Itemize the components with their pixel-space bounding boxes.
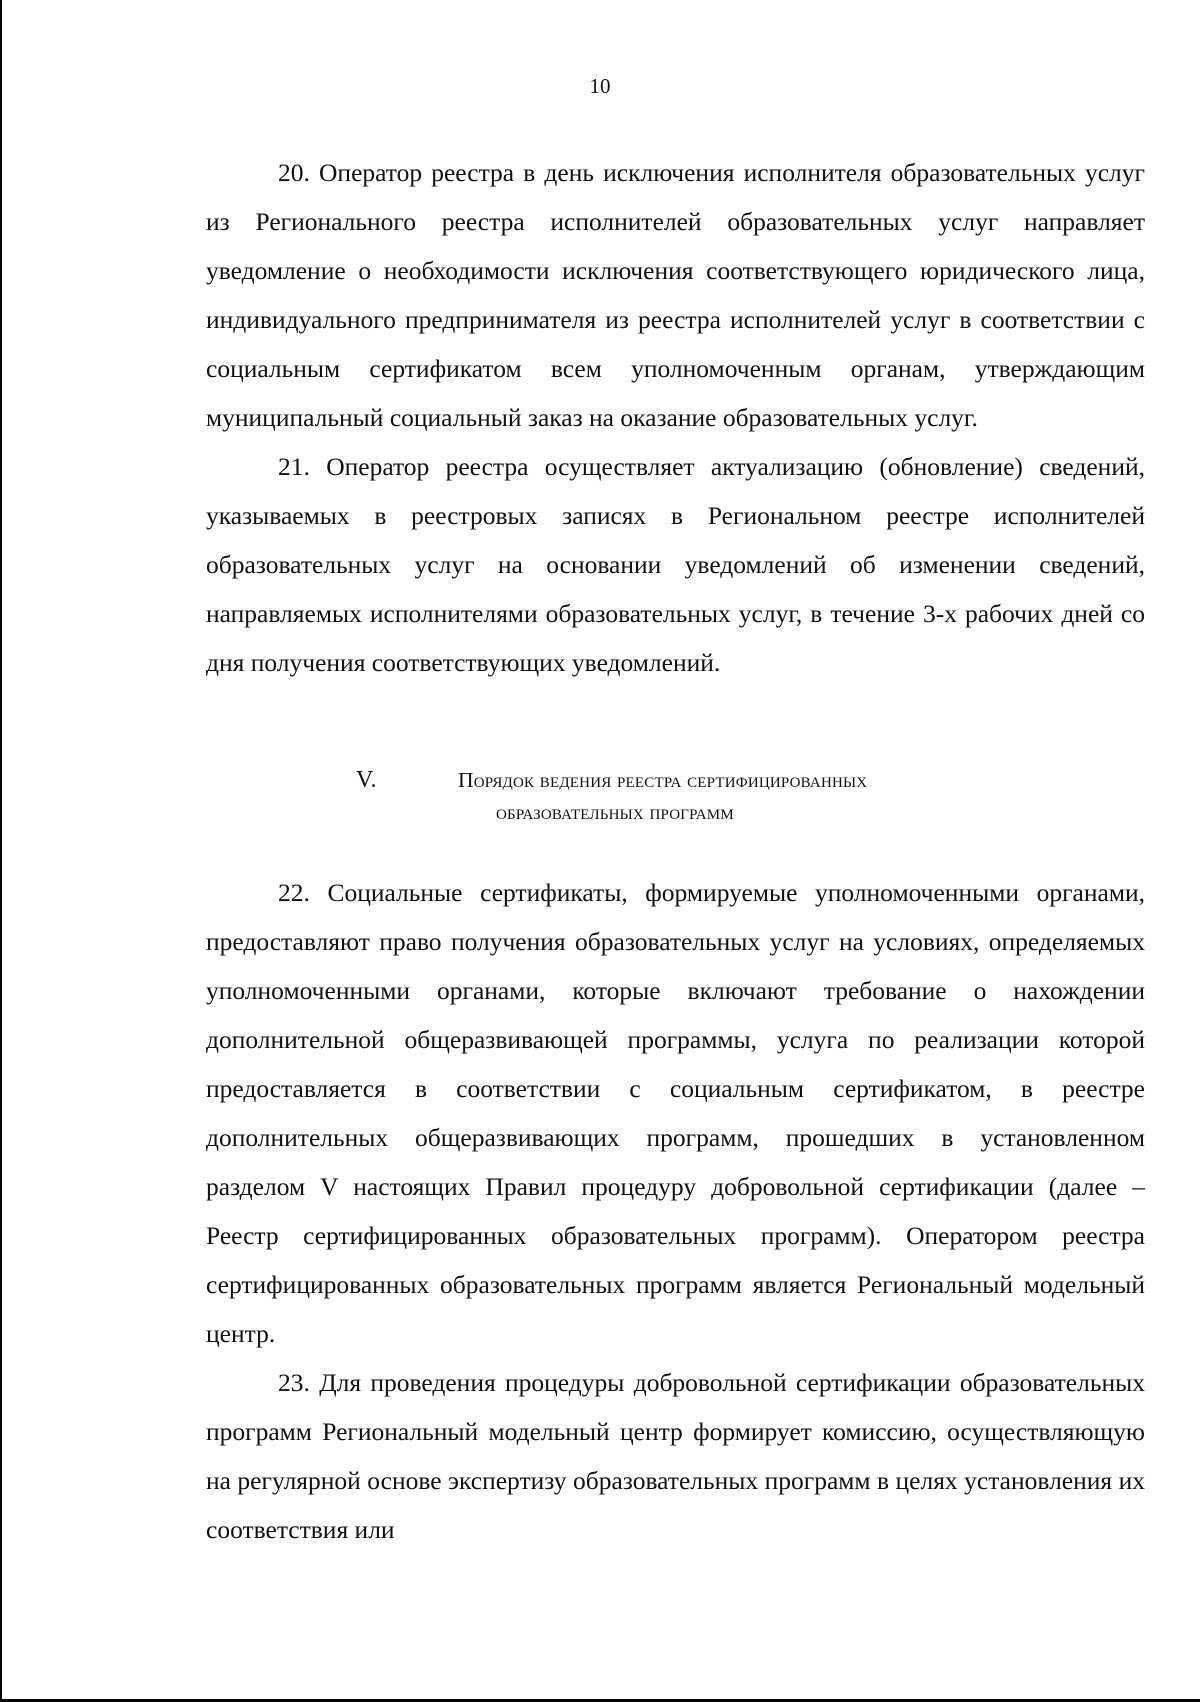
paragraph-block-top xyxy=(206,148,1145,687)
paragraph-22: 22. Социальные сертификаты, формируемые уполномоченными органами, предоставляют право получения образовательных услуг на условиях, определяемых уполномоченными органами, которые включают требование о нахождении дополнительной общеразвивающей программы, услуга по реализации которой предоставляется в соответствии с социальным сертификатом, в реестре дополнительных общеразвивающих программ, прошедших в установленном разделом V настоящих Правил процедуру добровольной сертификации (далее – Реестр сертифицированных образовательных программ). Оператором реестра сертифицированных образовательных программ является Региональный модельный центр. xyxy=(206,878,1145,1348)
section-title-line2: образовательных программ xyxy=(496,800,734,824)
section-title-line1: Порядок ведения реестра сертифицированных xyxy=(458,768,868,792)
paragraph-20: 20. Оператор реестра в день исключения исполнителя образовательных услуг из Регионального реестра исполнителей образовательных услуг направляет уведомление о необходимости исключения соответствующего юридического лица, индивидуального предпринимателя из реестра исполнителей услуг в соответствии с социальным сертификатом всем уполномоченным органам, утверждающим муниципальный социальный заказ на оказание образовательных услуг. xyxy=(206,158,1145,432)
section-heading xyxy=(206,764,1145,824)
paragraph-block-bottom xyxy=(206,868,1145,1554)
paragraph-23: 23. Для проведения процедуры добровольной сертификации образовательных программ Региональный модельный центр формирует комиссию, осуществляющую на регулярной основе экспертизу образовательных программ в целях установления их соответствия или xyxy=(206,1368,1145,1544)
scan-edge-left xyxy=(0,0,2,1702)
page-number: 10 xyxy=(589,74,611,98)
section-heading-row xyxy=(206,764,1145,824)
section-numeral: V. xyxy=(356,767,377,793)
paragraph-21: 21. Оператор реестра осуществляет актуализацию (обновление) сведений, указываемых в реестровых записях в Региональном реестре исполнителей образовательных услуг на основании уведомлений об изменении сведений, направляемых исполнителями образовательных услуг, в течение 3-х рабочих дней со дня получения соответствующих уведомлений. xyxy=(206,452,1145,677)
